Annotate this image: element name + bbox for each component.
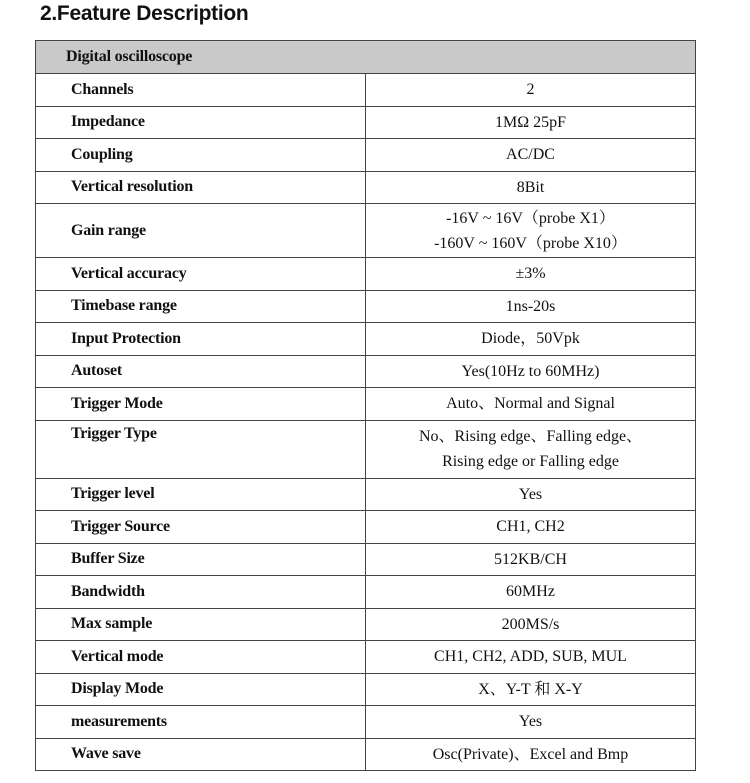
spec-value (366, 478, 696, 511)
spec-label: Max sample (36, 608, 366, 641)
spec-value (366, 139, 696, 172)
spec-value-line: Yes (518, 485, 543, 503)
spec-table-body (36, 41, 696, 771)
spec-value-line: 1MΩ 25pF (494, 113, 566, 131)
spec-value-line: Diode，50Vpk (481, 330, 580, 348)
spec-value-line: AC/DC (506, 146, 555, 164)
spec-value (366, 543, 696, 576)
spec-value-line: Yes (518, 713, 543, 731)
spec-value-line: No、Rising edge、Falling edge、 (418, 428, 643, 445)
spec-label: Input Protection (36, 323, 366, 356)
spec-label: Vertical accuracy (36, 258, 366, 291)
spec-label: Trigger level (36, 478, 366, 511)
spec-label: Trigger Mode (36, 388, 366, 421)
spec-row (36, 478, 696, 511)
spec-row (36, 608, 696, 641)
spec-label: Bandwidth (36, 576, 366, 609)
spec-value-line: 2 (526, 81, 535, 99)
spec-row (36, 106, 696, 139)
spec-value-line: Osc(Private)、Excel and Bmp (432, 745, 629, 763)
spec-value (366, 106, 696, 139)
spec-table (35, 40, 696, 771)
spec-value-line: 512KB/CH (494, 550, 567, 568)
spec-label: Impedance (36, 106, 366, 139)
spec-value (366, 388, 696, 421)
spec-label: Trigger Source (36, 511, 366, 544)
spec-value (366, 511, 696, 544)
spec-value-line: 8Bit (516, 178, 545, 196)
spec-value (366, 323, 696, 356)
spec-row (36, 673, 696, 706)
spec-row (36, 355, 696, 388)
spec-value-line: ±3% (515, 265, 546, 283)
spec-value (366, 608, 696, 641)
spec-label: measurements (36, 706, 366, 739)
spec-row (36, 290, 696, 323)
section-header-row (36, 41, 696, 74)
spec-row (36, 139, 696, 172)
spec-value-line: CH1, CH2, ADD, SUB, MUL (434, 648, 627, 666)
spec-label: Vertical mode (36, 641, 366, 674)
spec-value-line: Rising edge or Falling edge (442, 453, 619, 470)
spec-row (36, 204, 696, 258)
spec-row (36, 171, 696, 204)
spec-value (366, 171, 696, 204)
spec-value-line: X、Y-T 和 X-Y (478, 680, 583, 698)
spec-value (366, 576, 696, 609)
spec-value-line: Yes(10Hz to 60MHz) (461, 362, 600, 380)
spec-row (36, 74, 696, 107)
spec-value (366, 204, 696, 258)
spec-label: Wave save (36, 738, 366, 771)
spec-label: Vertical resolution (36, 171, 366, 204)
spec-label: Coupling (36, 139, 366, 172)
spec-value-line: Auto、Normal and Signal (446, 395, 615, 413)
spec-row (36, 738, 696, 771)
spec-value (366, 74, 696, 107)
spec-value (366, 738, 696, 771)
spec-row (36, 511, 696, 544)
spec-value (366, 258, 696, 291)
spec-value (366, 290, 696, 323)
spec-row (36, 576, 696, 609)
spec-row (36, 706, 696, 739)
spec-value-line: 1ns-20s (505, 297, 556, 315)
spec-label: Gain range (36, 204, 366, 258)
spec-row (36, 420, 696, 478)
spec-value-line: -16V ~ 16V（probe X1） (446, 209, 615, 227)
spec-row (36, 388, 696, 421)
spec-value (366, 641, 696, 674)
spec-value (366, 420, 696, 478)
section-header: Digital oscilloscope (36, 41, 696, 74)
spec-row (36, 641, 696, 674)
spec-value (366, 673, 696, 706)
spec-row (36, 543, 696, 576)
spec-value (366, 355, 696, 388)
spec-row (36, 258, 696, 291)
spec-label: Display Mode (36, 673, 366, 706)
spec-value (366, 706, 696, 739)
spec-value-line: CH1, CH2 (496, 518, 565, 536)
page-title: 2.Feature Description (40, 2, 249, 25)
spec-label: Buffer Size (36, 543, 366, 576)
spec-label: Timebase range (36, 290, 366, 323)
spec-label: Autoset (36, 355, 366, 388)
spec-row (36, 323, 696, 356)
spec-value-line: 200MS/s (501, 615, 560, 633)
spec-value-line: -160V ~ 160V（probe X10） (434, 234, 627, 252)
spec-label: Channels (36, 74, 366, 107)
spec-label: Trigger Type (36, 420, 366, 478)
spec-value-line: 60MHz (506, 583, 555, 601)
